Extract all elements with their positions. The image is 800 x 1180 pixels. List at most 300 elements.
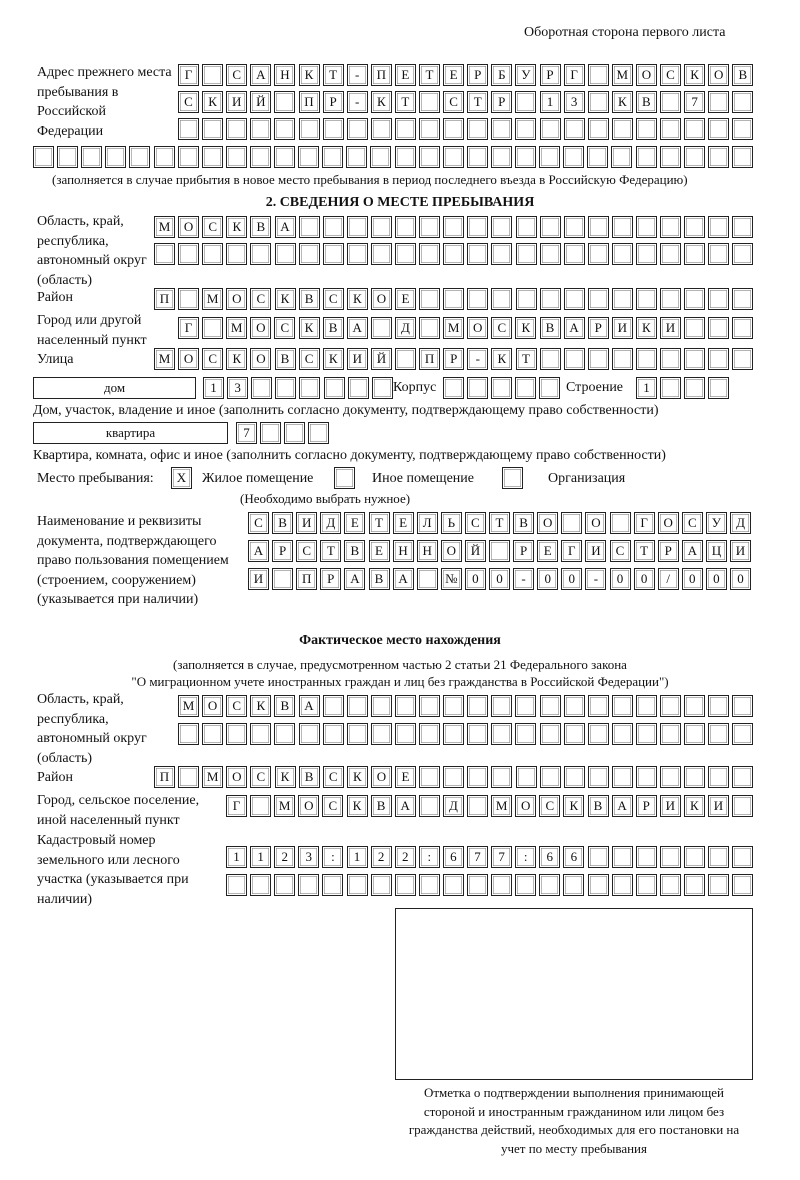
char-cell[interactable]: О bbox=[585, 512, 606, 534]
char-cell[interactable]: Е bbox=[395, 288, 416, 310]
char-cell[interactable] bbox=[299, 723, 320, 745]
char-cell[interactable] bbox=[178, 766, 199, 788]
char-cell[interactable]: 7 bbox=[467, 846, 488, 868]
char-cell[interactable] bbox=[612, 874, 633, 896]
char-cell[interactable] bbox=[371, 723, 392, 745]
char-cell[interactable] bbox=[226, 146, 247, 168]
char-cell[interactable]: С bbox=[323, 766, 344, 788]
char-cell[interactable]: В bbox=[513, 512, 534, 534]
char-cell[interactable] bbox=[660, 146, 681, 168]
char-cell[interactable] bbox=[684, 146, 705, 168]
char-cell[interactable]: К bbox=[226, 348, 247, 370]
char-cell[interactable]: Е bbox=[344, 512, 365, 534]
char-cell[interactable] bbox=[540, 216, 561, 238]
char-cell[interactable] bbox=[491, 766, 512, 788]
char-cell[interactable] bbox=[371, 118, 392, 140]
char-cell[interactable] bbox=[612, 118, 633, 140]
char-cell[interactable] bbox=[419, 216, 440, 238]
char-cell[interactable]: К bbox=[684, 795, 705, 817]
char-cell[interactable] bbox=[540, 723, 561, 745]
char-cell[interactable]: Й bbox=[250, 91, 271, 113]
char-cell[interactable] bbox=[564, 288, 585, 310]
char-cell[interactable]: Е bbox=[395, 766, 416, 788]
char-cell[interactable] bbox=[347, 874, 368, 896]
char-cell[interactable] bbox=[274, 91, 295, 113]
char-cell[interactable]: Т bbox=[489, 512, 510, 534]
char-cell[interactable] bbox=[250, 723, 271, 745]
char-cell[interactable] bbox=[660, 846, 681, 868]
char-cell[interactable] bbox=[178, 118, 199, 140]
char-cell[interactable] bbox=[708, 243, 729, 265]
char-cell[interactable]: Г bbox=[634, 512, 655, 534]
char-cell[interactable]: О bbox=[371, 766, 392, 788]
char-cell[interactable] bbox=[684, 216, 705, 238]
char-cell[interactable] bbox=[323, 723, 344, 745]
char-cell[interactable]: 7 bbox=[236, 422, 257, 444]
char-cell[interactable] bbox=[322, 146, 343, 168]
char-cell[interactable]: А bbox=[299, 695, 320, 717]
char-cell[interactable] bbox=[588, 695, 609, 717]
char-cell[interactable] bbox=[284, 422, 305, 444]
char-cell[interactable] bbox=[684, 288, 705, 310]
char-cell[interactable] bbox=[612, 216, 633, 238]
char-cell[interactable] bbox=[660, 766, 681, 788]
char-cell[interactable] bbox=[260, 422, 281, 444]
char-cell[interactable] bbox=[684, 377, 705, 399]
char-cell[interactable]: Р bbox=[443, 348, 464, 370]
char-cell[interactable] bbox=[178, 288, 199, 310]
char-cell[interactable]: Т bbox=[467, 91, 488, 113]
char-cell[interactable] bbox=[516, 243, 537, 265]
char-cell[interactable]: В bbox=[371, 795, 392, 817]
char-cell[interactable]: : bbox=[515, 846, 536, 868]
char-cell[interactable] bbox=[178, 723, 199, 745]
char-cell[interactable]: Р bbox=[636, 795, 657, 817]
char-cell[interactable]: К bbox=[491, 348, 512, 370]
char-cell[interactable] bbox=[226, 243, 247, 265]
char-cell[interactable] bbox=[105, 146, 126, 168]
char-cell[interactable] bbox=[467, 146, 488, 168]
char-cell[interactable]: 0 bbox=[561, 568, 582, 590]
char-cell[interactable]: И bbox=[612, 317, 633, 339]
char-cell[interactable]: А bbox=[564, 317, 585, 339]
char-cell[interactable]: К bbox=[563, 795, 584, 817]
char-cell[interactable]: К bbox=[636, 317, 657, 339]
char-cell[interactable]: Р bbox=[513, 540, 534, 562]
char-cell[interactable]: В bbox=[274, 695, 295, 717]
char-cell[interactable] bbox=[489, 540, 510, 562]
char-cell[interactable] bbox=[395, 118, 416, 140]
char-cell[interactable] bbox=[684, 118, 705, 140]
char-cell[interactable] bbox=[564, 243, 585, 265]
char-cell[interactable] bbox=[371, 695, 392, 717]
char-cell[interactable] bbox=[708, 766, 729, 788]
char-cell[interactable] bbox=[515, 377, 536, 399]
char-cell[interactable] bbox=[395, 874, 416, 896]
char-cell[interactable] bbox=[612, 723, 633, 745]
char-cell[interactable] bbox=[323, 216, 344, 238]
char-cell[interactable] bbox=[371, 243, 392, 265]
char-cell[interactable] bbox=[395, 216, 416, 238]
char-cell[interactable]: А bbox=[248, 540, 269, 562]
char-cell[interactable] bbox=[612, 695, 633, 717]
char-cell[interactable] bbox=[515, 874, 536, 896]
char-cell[interactable] bbox=[708, 846, 729, 868]
char-cell[interactable]: 0 bbox=[465, 568, 486, 590]
char-cell[interactable]: Й bbox=[465, 540, 486, 562]
char-cell[interactable] bbox=[515, 118, 536, 140]
char-cell[interactable]: М bbox=[154, 348, 175, 370]
char-cell[interactable]: О bbox=[467, 317, 488, 339]
char-cell[interactable] bbox=[322, 874, 343, 896]
char-cell[interactable] bbox=[419, 795, 440, 817]
char-cell[interactable]: 0 bbox=[610, 568, 631, 590]
char-cell[interactable]: / bbox=[658, 568, 679, 590]
char-cell[interactable]: А bbox=[682, 540, 703, 562]
char-cell[interactable] bbox=[443, 766, 464, 788]
char-cell[interactable] bbox=[371, 216, 392, 238]
char-cell[interactable] bbox=[588, 64, 609, 86]
char-cell[interactable] bbox=[491, 695, 512, 717]
char-cell[interactable]: К bbox=[226, 216, 247, 238]
char-cell[interactable] bbox=[732, 216, 753, 238]
char-cell[interactable]: М bbox=[154, 216, 175, 238]
char-cell[interactable]: В bbox=[636, 91, 657, 113]
char-cell[interactable] bbox=[419, 288, 440, 310]
char-cell[interactable]: И bbox=[585, 540, 606, 562]
char-cell[interactable] bbox=[202, 64, 223, 86]
char-cell[interactable]: Р bbox=[540, 64, 561, 86]
char-cell[interactable] bbox=[587, 146, 608, 168]
char-cell[interactable]: Н bbox=[393, 540, 414, 562]
char-cell[interactable]: П bbox=[296, 568, 317, 590]
char-cell[interactable] bbox=[612, 766, 633, 788]
char-cell[interactable] bbox=[540, 766, 561, 788]
char-cell[interactable] bbox=[732, 317, 753, 339]
char-cell[interactable] bbox=[395, 146, 416, 168]
char-cell[interactable] bbox=[274, 723, 295, 745]
char-cell[interactable]: С bbox=[296, 540, 317, 562]
char-cell[interactable] bbox=[732, 91, 753, 113]
char-cell[interactable] bbox=[660, 723, 681, 745]
char-cell[interactable]: 2 bbox=[274, 846, 295, 868]
char-cell[interactable]: Г bbox=[178, 317, 199, 339]
char-cell[interactable]: К bbox=[347, 795, 368, 817]
char-cell[interactable]: Р bbox=[467, 64, 488, 86]
char-cell[interactable]: И bbox=[660, 317, 681, 339]
char-cell[interactable]: С bbox=[610, 540, 631, 562]
char-cell[interactable]: Д bbox=[395, 317, 416, 339]
char-cell[interactable]: Т bbox=[516, 348, 537, 370]
char-cell[interactable]: К bbox=[275, 766, 296, 788]
char-cell[interactable] bbox=[299, 216, 320, 238]
char-cell[interactable] bbox=[684, 695, 705, 717]
char-cell[interactable] bbox=[491, 243, 512, 265]
char-cell[interactable]: С bbox=[274, 317, 295, 339]
char-cell[interactable] bbox=[732, 874, 753, 896]
char-cell[interactable] bbox=[372, 377, 393, 399]
char-cell[interactable] bbox=[250, 874, 271, 896]
char-cell[interactable]: О bbox=[636, 64, 657, 86]
char-cell[interactable] bbox=[467, 118, 488, 140]
char-cell[interactable] bbox=[250, 118, 271, 140]
char-cell[interactable]: И bbox=[248, 568, 269, 590]
char-cell[interactable] bbox=[684, 874, 705, 896]
char-cell[interactable]: Т bbox=[320, 540, 341, 562]
stay-option-other-checkbox[interactable] bbox=[334, 467, 355, 489]
char-cell[interactable]: С bbox=[248, 512, 269, 534]
char-cell[interactable] bbox=[636, 766, 657, 788]
char-cell[interactable] bbox=[660, 377, 681, 399]
char-cell[interactable]: О bbox=[708, 64, 729, 86]
char-cell[interactable] bbox=[324, 377, 345, 399]
char-cell[interactable]: Ь bbox=[441, 512, 462, 534]
char-cell[interactable] bbox=[684, 243, 705, 265]
char-cell[interactable] bbox=[684, 348, 705, 370]
char-cell[interactable] bbox=[443, 874, 464, 896]
char-cell[interactable]: Е bbox=[395, 64, 416, 86]
char-cell[interactable] bbox=[539, 377, 560, 399]
char-cell[interactable] bbox=[467, 377, 488, 399]
char-cell[interactable]: Т bbox=[369, 512, 390, 534]
char-cell[interactable] bbox=[612, 348, 633, 370]
char-cell[interactable] bbox=[323, 695, 344, 717]
char-cell[interactable] bbox=[636, 846, 657, 868]
char-cell[interactable] bbox=[178, 146, 199, 168]
char-cell[interactable]: № bbox=[441, 568, 462, 590]
char-cell[interactable]: Г bbox=[561, 540, 582, 562]
char-cell[interactable] bbox=[612, 288, 633, 310]
char-cell[interactable] bbox=[708, 695, 729, 717]
char-cell[interactable] bbox=[515, 91, 536, 113]
char-cell[interactable] bbox=[419, 766, 440, 788]
char-cell[interactable] bbox=[588, 288, 609, 310]
char-cell[interactable] bbox=[561, 512, 582, 534]
char-cell[interactable] bbox=[540, 288, 561, 310]
char-cell[interactable] bbox=[588, 766, 609, 788]
char-cell[interactable]: П bbox=[154, 288, 175, 310]
char-cell[interactable] bbox=[298, 146, 319, 168]
char-cell[interactable]: Д bbox=[443, 795, 464, 817]
char-cell[interactable] bbox=[443, 243, 464, 265]
char-cell[interactable] bbox=[732, 723, 753, 745]
char-cell[interactable]: О bbox=[658, 512, 679, 534]
char-cell[interactable]: А bbox=[347, 317, 368, 339]
char-cell[interactable]: С bbox=[178, 91, 199, 113]
char-cell[interactable] bbox=[515, 723, 536, 745]
char-cell[interactable]: К bbox=[347, 288, 368, 310]
char-cell[interactable] bbox=[636, 118, 657, 140]
char-cell[interactable]: А bbox=[275, 216, 296, 238]
char-cell[interactable] bbox=[540, 695, 561, 717]
char-cell[interactable] bbox=[395, 243, 416, 265]
char-cell[interactable]: В bbox=[323, 317, 344, 339]
char-cell[interactable] bbox=[467, 216, 488, 238]
char-cell[interactable]: И bbox=[226, 91, 247, 113]
char-cell[interactable] bbox=[491, 723, 512, 745]
char-cell[interactable]: В bbox=[732, 64, 753, 86]
char-cell[interactable]: Г bbox=[226, 795, 247, 817]
char-cell[interactable]: 1 bbox=[250, 846, 271, 868]
char-cell[interactable]: 1 bbox=[540, 91, 561, 113]
char-cell[interactable] bbox=[564, 216, 585, 238]
char-cell[interactable] bbox=[178, 243, 199, 265]
char-cell[interactable] bbox=[274, 118, 295, 140]
char-cell[interactable] bbox=[563, 146, 584, 168]
char-cell[interactable]: П bbox=[154, 766, 175, 788]
char-cell[interactable]: Т bbox=[419, 64, 440, 86]
char-cell[interactable] bbox=[588, 91, 609, 113]
char-cell[interactable] bbox=[516, 766, 537, 788]
char-cell[interactable] bbox=[467, 695, 488, 717]
char-cell[interactable]: 3 bbox=[298, 846, 319, 868]
char-cell[interactable]: М bbox=[226, 317, 247, 339]
char-cell[interactable] bbox=[370, 146, 391, 168]
char-cell[interactable]: М bbox=[491, 795, 512, 817]
char-cell[interactable]: О bbox=[226, 766, 247, 788]
char-cell[interactable] bbox=[202, 146, 223, 168]
char-cell[interactable]: У bbox=[706, 512, 727, 534]
char-cell[interactable] bbox=[708, 348, 729, 370]
char-cell[interactable]: П bbox=[419, 348, 440, 370]
char-cell[interactable]: С bbox=[682, 512, 703, 534]
char-cell[interactable] bbox=[708, 377, 729, 399]
char-cell[interactable] bbox=[684, 723, 705, 745]
char-cell[interactable] bbox=[491, 288, 512, 310]
char-cell[interactable] bbox=[588, 846, 609, 868]
char-cell[interactable] bbox=[202, 118, 223, 140]
char-cell[interactable]: С bbox=[299, 348, 320, 370]
char-cell[interactable] bbox=[323, 118, 344, 140]
char-cell[interactable]: К bbox=[250, 695, 271, 717]
char-cell[interactable] bbox=[660, 695, 681, 717]
char-cell[interactable] bbox=[419, 695, 440, 717]
char-cell[interactable]: М bbox=[202, 766, 223, 788]
char-cell[interactable]: И bbox=[347, 348, 368, 370]
char-cell[interactable] bbox=[202, 317, 223, 339]
char-cell[interactable] bbox=[129, 146, 150, 168]
char-cell[interactable]: М bbox=[202, 288, 223, 310]
char-cell[interactable]: М bbox=[443, 317, 464, 339]
char-cell[interactable] bbox=[419, 243, 440, 265]
char-cell[interactable]: С bbox=[323, 288, 344, 310]
char-cell[interactable]: А bbox=[250, 64, 271, 86]
char-cell[interactable] bbox=[419, 91, 440, 113]
char-cell[interactable]: М bbox=[178, 695, 199, 717]
char-cell[interactable]: О bbox=[298, 795, 319, 817]
char-cell[interactable]: Р bbox=[320, 568, 341, 590]
char-cell[interactable]: Р bbox=[588, 317, 609, 339]
char-cell[interactable]: 7 bbox=[491, 846, 512, 868]
char-cell[interactable]: 1 bbox=[226, 846, 247, 868]
char-cell[interactable] bbox=[467, 766, 488, 788]
char-cell[interactable]: 2 bbox=[371, 846, 392, 868]
char-cell[interactable] bbox=[708, 317, 729, 339]
char-cell[interactable] bbox=[588, 874, 609, 896]
char-cell[interactable]: О bbox=[226, 288, 247, 310]
char-cell[interactable] bbox=[564, 695, 585, 717]
char-cell[interactable]: О bbox=[178, 216, 199, 238]
char-cell[interactable] bbox=[443, 695, 464, 717]
char-cell[interactable]: А bbox=[393, 568, 414, 590]
char-cell[interactable] bbox=[491, 118, 512, 140]
char-cell[interactable] bbox=[443, 118, 464, 140]
char-cell[interactable] bbox=[732, 766, 753, 788]
char-cell[interactable] bbox=[323, 243, 344, 265]
char-cell[interactable] bbox=[708, 91, 729, 113]
char-cell[interactable]: 0 bbox=[730, 568, 751, 590]
char-cell[interactable]: Д bbox=[320, 512, 341, 534]
char-cell[interactable]: О bbox=[250, 348, 271, 370]
char-cell[interactable] bbox=[708, 723, 729, 745]
char-cell[interactable]: Б bbox=[491, 64, 512, 86]
char-cell[interactable] bbox=[732, 118, 753, 140]
char-cell[interactable] bbox=[588, 243, 609, 265]
char-cell[interactable] bbox=[636, 243, 657, 265]
char-cell[interactable] bbox=[660, 118, 681, 140]
char-cell[interactable]: 2 bbox=[395, 846, 416, 868]
char-cell[interactable] bbox=[226, 723, 247, 745]
char-cell[interactable]: С bbox=[226, 695, 247, 717]
char-cell[interactable] bbox=[732, 288, 753, 310]
char-cell[interactable]: Т bbox=[634, 540, 655, 562]
char-cell[interactable]: Е bbox=[537, 540, 558, 562]
char-cell[interactable]: С bbox=[491, 317, 512, 339]
char-cell[interactable]: 0 bbox=[537, 568, 558, 590]
char-cell[interactable]: : bbox=[322, 846, 343, 868]
char-cell[interactable]: А bbox=[344, 568, 365, 590]
char-cell[interactable] bbox=[250, 243, 271, 265]
char-cell[interactable] bbox=[443, 288, 464, 310]
char-cell[interactable] bbox=[660, 216, 681, 238]
char-cell[interactable] bbox=[467, 288, 488, 310]
char-cell[interactable]: П bbox=[371, 64, 392, 86]
char-cell[interactable]: К bbox=[371, 91, 392, 113]
char-cell[interactable] bbox=[491, 146, 512, 168]
char-cell[interactable] bbox=[251, 377, 272, 399]
char-cell[interactable] bbox=[491, 216, 512, 238]
char-cell[interactable]: В bbox=[588, 795, 609, 817]
char-cell[interactable]: - bbox=[467, 348, 488, 370]
char-cell[interactable]: Д bbox=[730, 512, 751, 534]
char-cell[interactable]: - bbox=[585, 568, 606, 590]
char-cell[interactable] bbox=[298, 874, 319, 896]
char-cell[interactable] bbox=[515, 146, 536, 168]
char-cell[interactable]: К bbox=[299, 64, 320, 86]
char-cell[interactable] bbox=[299, 243, 320, 265]
char-cell[interactable] bbox=[516, 288, 537, 310]
char-cell[interactable] bbox=[588, 348, 609, 370]
char-cell[interactable]: В bbox=[369, 568, 390, 590]
char-cell[interactable] bbox=[540, 118, 561, 140]
char-cell[interactable] bbox=[636, 146, 657, 168]
char-cell[interactable] bbox=[347, 695, 368, 717]
char-cell[interactable] bbox=[371, 317, 392, 339]
char-cell[interactable]: 6 bbox=[563, 846, 584, 868]
char-cell[interactable]: Н bbox=[274, 64, 295, 86]
char-cell[interactable] bbox=[491, 874, 512, 896]
char-cell[interactable] bbox=[202, 243, 223, 265]
char-cell[interactable] bbox=[417, 568, 438, 590]
char-cell[interactable]: К bbox=[612, 91, 633, 113]
char-cell[interactable] bbox=[347, 723, 368, 745]
char-cell[interactable] bbox=[732, 348, 753, 370]
char-cell[interactable]: Е bbox=[369, 540, 390, 562]
char-cell[interactable]: 3 bbox=[564, 91, 585, 113]
char-cell[interactable] bbox=[419, 118, 440, 140]
char-cell[interactable] bbox=[660, 288, 681, 310]
char-cell[interactable] bbox=[611, 146, 632, 168]
